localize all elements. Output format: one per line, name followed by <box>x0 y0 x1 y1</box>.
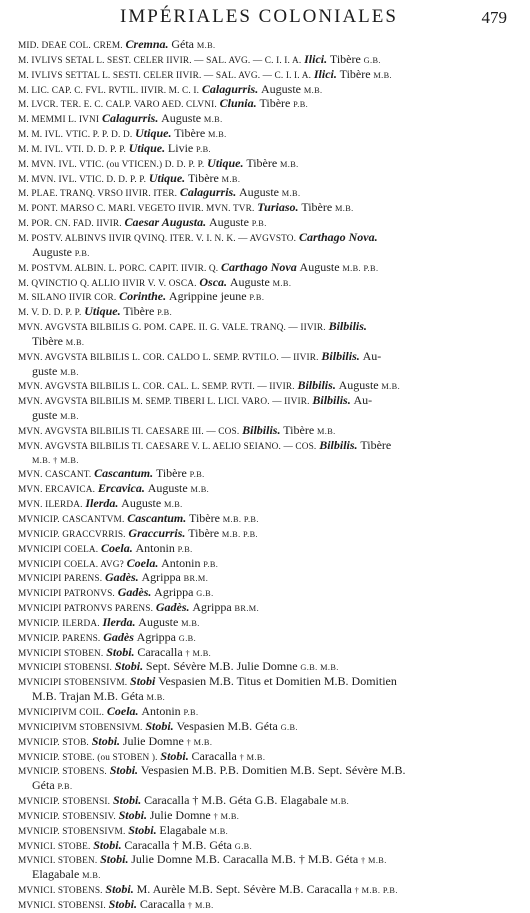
metal-size-text: † M.B. <box>213 811 240 821</box>
metal-size-text: † M.B. <box>239 752 266 762</box>
emperor-text: Antonin <box>161 556 201 570</box>
city-name: Carthago Nova <box>221 260 297 274</box>
legend-entry <box>18 216 518 231</box>
city-name: Bilbilis. <box>312 394 351 408</box>
inscription-text: MVN. CASCANT. <box>18 470 92 481</box>
metal-size-text: † M.B. <box>185 648 212 658</box>
emperor-text: Tibère <box>155 467 187 481</box>
legend-entry <box>18 675 518 690</box>
city-name: Carthago Nova. <box>298 230 378 244</box>
legend-entry <box>18 439 518 454</box>
emperor-text: guste <box>32 364 58 378</box>
inscription-text: MVNICIP. STOBE. (ou STOBEN ). <box>18 752 158 763</box>
city-name: Stobi. <box>100 853 129 867</box>
emperor-text: Caracalla † M.B. Géta <box>124 838 232 852</box>
legend-entry <box>18 231 518 246</box>
inscription-text: MVNICIP. CASCANTVM. <box>18 515 125 525</box>
emperor-text: Vespasien M.B. P.B. Domitien M.B. Sept. Sévère M.B. <box>140 764 406 778</box>
metal-size-text: M.B. <box>163 500 183 510</box>
emperor-text: Tibère <box>174 127 206 141</box>
city-name: Calagurris. <box>101 112 159 126</box>
city-name: Gadès. <box>105 571 139 585</box>
emperor-text: Elagabale <box>32 868 80 882</box>
legend-entry <box>18 883 518 898</box>
legend-entry <box>18 601 518 616</box>
legend-entry <box>18 764 518 779</box>
inscription-text: MVNICIPI PATRONVS. <box>18 589 115 600</box>
emperor-text: Tibère <box>189 512 220 525</box>
legend-entry <box>18 379 518 394</box>
inscription-text: MVNICIP. STOBENSIV. <box>18 811 116 822</box>
city-name: Ilerda. <box>85 497 119 511</box>
city-name: Utique. <box>207 156 244 170</box>
legend-entry <box>18 394 518 409</box>
emperor-text: Livie <box>167 141 194 155</box>
city-name: Bilbilis. <box>242 423 281 437</box>
emperor-text: Auguste <box>261 82 302 96</box>
inscription-text: M. POSTV. ALBINVS IIVIR QVINQ. ITER. V. I. N. K. — AVGVSTO. <box>18 233 297 244</box>
emperor-text: Vespasien M.B. Géta <box>176 719 278 733</box>
metal-size-text: M.B. <box>281 189 301 199</box>
legend-entry <box>18 557 518 572</box>
legend-entry <box>18 38 518 53</box>
legend-entry <box>18 512 518 527</box>
emperor-text: Sept. Sévère M.B. Julie Domne <box>145 660 298 674</box>
legend-entry <box>18 68 518 83</box>
legend-entry <box>18 157 518 172</box>
inscription-text: M. QVINCTIO Q. ALLIO IIVIR V. V. OSCA. <box>18 278 197 289</box>
city-name: Gadès. <box>117 586 152 600</box>
metal-size-text: P.B. <box>203 559 219 569</box>
inscription-text: MVNICIPI COELA. AVG? <box>18 559 124 570</box>
city-name: Stobi. <box>93 838 122 852</box>
inscription-text: M. M. IVL. VTI. D. D. P. P. <box>18 144 126 155</box>
metal-size-text: P.B. <box>196 144 212 154</box>
legend-entry <box>18 127 518 142</box>
metal-size-text: P.B. <box>189 470 205 480</box>
emperor-text: Agrippa <box>141 571 181 585</box>
entry-continuation <box>18 365 518 380</box>
metal-size-text: M.B. <box>280 159 299 169</box>
emperor-text: M.B. Trajan M.B. Géta <box>32 690 144 704</box>
emperor-text: Julie Domne <box>149 808 211 822</box>
city-name: Bilbilis. <box>321 349 360 363</box>
inscription-text: MVNICIP. STOBENSIVM. <box>18 826 126 837</box>
inscription-text: MVN. ILERDA. <box>18 500 83 511</box>
metal-size-text: † M.B. <box>361 856 387 866</box>
emperor-text: Agrippine jeune <box>168 290 247 304</box>
city-name: Cascantum. <box>94 467 154 481</box>
legend-entry <box>18 424 518 439</box>
metal-size-text: M.B. <box>335 204 354 214</box>
metal-size-text: P.B. <box>249 293 265 303</box>
inscription-text: M. MEMMI L. IVNI <box>18 115 100 126</box>
legend-entry <box>18 735 518 750</box>
emperor-text: Auguste <box>208 216 249 230</box>
legend-entry <box>18 320 518 335</box>
entry-continuation <box>18 690 518 705</box>
city-name: Stobi. <box>114 660 144 674</box>
metal-size-text: M.B. <box>373 70 393 80</box>
inscription-text: M. POR. CN. FAD. IIVIR. <box>18 219 122 230</box>
metal-size-text: G.B. <box>280 722 298 732</box>
metal-size-text: P.B. <box>293 100 309 110</box>
emperor-text: Géta <box>32 779 55 793</box>
city-name: Stobi. <box>160 749 189 763</box>
inscription-text: M. LVCR. TER. E. C. CALP. VARO AED. CLVNI. <box>18 100 217 111</box>
legend-entry <box>18 571 518 586</box>
emperor-text: guste <box>32 409 58 423</box>
metal-size-text: M.B. <box>221 174 241 184</box>
metal-size-text: M.B. <box>316 426 336 436</box>
emperor-text: Agrippa <box>192 601 232 615</box>
inscription-text: MVN. AVGVSTA BILBILIS L. COR. CALDO L. SEMP. RVTILO. — IIVIR. <box>18 352 319 363</box>
metal-size-text: M.B. <box>60 412 79 422</box>
city-name: Cascantum. <box>127 512 187 525</box>
emperor-text: Tibère <box>339 67 371 81</box>
emperor-text: Antonin <box>135 541 175 555</box>
metal-size-text: M.B. <box>272 278 292 288</box>
city-name: Ercavica. <box>97 482 145 496</box>
emperor-text: Vespasien M.B. Titus et Domitien M.B. Domitien <box>158 675 397 689</box>
legend-entry <box>18 616 518 631</box>
city-name: Bilbilis. <box>328 320 367 334</box>
city-name: Coela. <box>126 556 159 570</box>
metal-size-text: † M.B. <box>186 737 213 747</box>
emperor-text: Tibère <box>301 201 333 215</box>
metal-size-text: BR.M. <box>183 574 209 584</box>
inscription-text: MVNICI. STOBENS. <box>18 886 103 897</box>
emperor-text: Caracalla † M.B. Géta G.B. Elagabale <box>144 794 328 808</box>
legend-entry <box>18 97 518 112</box>
emperor-text: Au- <box>353 394 373 408</box>
inscription-text: MID. DEAE COL. CREM. <box>18 41 123 51</box>
legend-entry <box>18 261 518 276</box>
legend-entry <box>18 898 518 913</box>
legend-entry <box>18 809 518 824</box>
entry-continuation <box>18 246 518 261</box>
legend-entry <box>18 794 518 809</box>
emperor-text: Au- <box>362 349 382 363</box>
inscription-text: M. SILANO IIVIR COR. <box>18 293 117 304</box>
metal-size-text: M.B. <box>146 693 166 703</box>
emperor-text: Tibère <box>283 423 315 437</box>
inscription-text: MVN. ERCAVICA. <box>18 485 96 496</box>
legend-entry <box>18 631 518 646</box>
inscription-text: M. M. IVL. VTIC. P. P. D. D. <box>18 130 133 141</box>
city-name: Ilerda. <box>102 615 136 629</box>
city-name: Bilbilis. <box>297 379 336 393</box>
city-name: Stobi. <box>145 719 174 733</box>
emperor-text: Auguste <box>299 260 340 274</box>
emperor-text: Elagabale <box>159 823 207 837</box>
city-name: Coela. <box>101 541 133 555</box>
city-name: Utique. <box>128 141 166 155</box>
page-number: 479 <box>481 8 507 27</box>
legend-entry <box>18 497 518 512</box>
inscription-text: M. PLAE. TRANQ. VRSO IIVIR. ITER. <box>18 189 178 200</box>
city-name: Coela. <box>106 704 139 718</box>
inscription-text: MVN. AVGVSTA BILBILIS TI. CAESARE III. — COS. <box>18 426 240 437</box>
emperor-text: Auguste <box>138 615 179 629</box>
legend-entry <box>18 586 518 601</box>
metal-size-text: M.B. <box>207 130 227 140</box>
inscription-text: MVNICIP. ILERDA. <box>18 618 100 629</box>
city-name: Corinthe. <box>119 290 167 304</box>
entry-continuation <box>18 454 518 468</box>
inscription-text: MVNICIPIVM COIL. <box>18 707 105 718</box>
metal-size-text: M.B. <box>196 41 216 50</box>
emperor-text: Auguste <box>239 186 279 200</box>
city-name: Bilbilis. <box>319 438 358 452</box>
legend-entry <box>18 839 518 854</box>
metal-size-text: M.B. <box>60 367 79 377</box>
inscription-text: MVNICI. STOBEN. <box>18 856 98 867</box>
emperor-text: Julie Domne <box>122 734 184 748</box>
legend-entry <box>18 53 518 68</box>
metal-size-text: G.B. M.B. <box>300 663 339 673</box>
coin-legend-list <box>18 38 518 913</box>
inscription-text: M. PONT. MARSO C. MARI. VEGETO IIVIR. MVN. TVR. <box>18 204 255 215</box>
city-name: Utique. <box>84 305 121 319</box>
inscription-text: MVN. AVGVSTA BILBILIS G. POM. CAPE. II. G. VALE. TRANQ. — IIVIR. <box>18 323 326 334</box>
metal-size-text: M.B. <box>209 826 229 836</box>
emperor-text: Caracalla <box>137 645 183 659</box>
legend-entry <box>18 705 518 720</box>
metal-size-text: M.B. † M.B. <box>32 455 79 465</box>
inscription-text: MVNICIP. STOB. <box>18 737 89 748</box>
city-name: Stobi <box>130 675 156 689</box>
emperor-text: Tibère <box>188 526 220 540</box>
legend-entry <box>18 542 518 557</box>
city-name: Graccurris. <box>128 526 186 540</box>
emperor-text: Auguste <box>338 379 379 393</box>
legend-entry <box>18 276 518 291</box>
metal-size-text: † M.B. <box>187 900 214 910</box>
entry-continuation <box>18 335 518 350</box>
legend-entry <box>18 201 518 216</box>
metal-size-text: M.B. <box>203 115 223 125</box>
inscription-text: MVNICIPI PATRONVS PARENS. <box>18 604 154 615</box>
city-name: Utique. <box>135 127 172 141</box>
city-name: Stobi. <box>108 897 138 911</box>
metal-size-text: M.B. P.B. <box>222 515 259 524</box>
metal-size-text: G.B. <box>178 633 197 643</box>
emperor-text: Tibère <box>329 52 361 66</box>
metal-size-text: M.B. <box>381 382 401 392</box>
emperor-text: Auguste <box>32 245 72 259</box>
city-name: Utique. <box>148 171 186 185</box>
city-name: Cremna. <box>125 38 169 51</box>
page-header <box>0 6 530 34</box>
metal-size-text: G.B. <box>363 55 381 65</box>
legend-entry <box>18 720 518 735</box>
emperor-text: Caracalla <box>139 897 186 911</box>
inscription-text: MVNICIPI STOBEN. <box>18 648 104 659</box>
legend-entry <box>18 824 518 839</box>
emperor-text: Tibère <box>259 97 291 111</box>
metal-size-text: M.B. <box>181 618 200 628</box>
entry-continuation <box>18 779 518 794</box>
city-name: Stobi. <box>91 734 121 748</box>
emperor-text: Tibère <box>32 334 63 348</box>
inscription-text: MVNICIP. PARENS. <box>18 633 101 644</box>
legend-entry <box>18 112 518 127</box>
emperor-text: Agrippa <box>136 630 176 644</box>
inscription-text: MVNICI. STOBENSI. <box>18 900 106 911</box>
inscription-text: MVNICIP. STOBENS. <box>18 767 107 778</box>
metal-size-text: P.B. <box>183 707 199 717</box>
emperor-text: Tibère <box>187 171 219 185</box>
metal-size-text: M.B. <box>330 797 350 807</box>
city-name: Stobi. <box>118 808 147 822</box>
inscription-text: MVNICIP. GRACCVRRIS. <box>18 529 126 540</box>
metal-size-text: P.B. <box>157 308 173 318</box>
emperor-text: Caracalla <box>191 749 237 763</box>
metal-size-text: M.B. P.B. <box>221 529 259 539</box>
inscription-text: MVNICIPIVM STOBENSIVM. <box>18 722 143 733</box>
emperor-text: Tibère <box>123 305 155 319</box>
inscription-text: MVN. AVGVSTA BILBILIS TI. CAESARE V. L. AELIO SEIANO. — COS. <box>18 441 317 452</box>
legend-entry <box>18 83 518 98</box>
emperor-text: Géta <box>171 38 195 51</box>
inscription-text: MVNICI. STOBE. <box>18 841 91 852</box>
emperor-text: Auguste <box>121 497 162 511</box>
city-name: Calagurris. <box>179 186 237 200</box>
emperor-text: Auguste <box>147 482 188 496</box>
inscription-text: M. POSTVM. ALBIN. L. PORC. CAPIT. IIVIR. Q. <box>18 263 219 274</box>
city-name: Calagurris. <box>201 82 259 96</box>
emperor-text: Antonin <box>141 704 181 718</box>
city-name: Stobi. <box>109 764 139 778</box>
legend-entry <box>18 305 518 320</box>
city-name: Ilici. <box>313 67 337 81</box>
city-name: Stobi. <box>105 883 134 897</box>
inscription-text: MVN. AVGVSTA BILBILIS M. SEMP. TIBERI L. LICI. VARO. — IIVIR. <box>18 397 310 408</box>
legend-entry <box>18 172 518 187</box>
city-name: Stobi. <box>106 645 135 659</box>
inscription-text: M. IVLIVS SETAL L. SEST. CELER IIVIR. — SAL. AVG. — C. I. I. A. <box>18 55 302 66</box>
inscription-text: MVNICIPI STOBENSIVM. <box>18 678 128 689</box>
city-name: Stobi. <box>128 823 157 837</box>
inscription-text: MVNICIPI STOBENSI. <box>18 663 112 674</box>
inscription-text: MVNICIP. STOBENSI. <box>18 797 111 808</box>
emperor-text: Julie Domne M.B. Caracalla M.B. † M.B. Géta <box>131 853 359 867</box>
legend-entry <box>18 186 518 201</box>
legend-entry <box>18 142 518 157</box>
entry-continuation <box>18 409 518 424</box>
metal-size-text: G.B. <box>234 841 253 851</box>
inscription-text: M. MVN. IVL. VTIC. D. D. P. P. <box>18 174 147 185</box>
emperor-text: Tibère <box>360 438 392 452</box>
metal-size-text: P.B. <box>57 782 73 792</box>
city-name: Gadès <box>103 630 134 644</box>
emperor-text: M. Aurèle M.B. Sept. Sévère M.B. Caracalla <box>136 883 352 897</box>
inscription-text: M. V. D. D. P. P. <box>18 308 82 319</box>
metal-size-text: P.B. <box>74 248 90 258</box>
inscription-text: MVN. AVGVSTA BILBILIS L. COR. CAL. L. SEMP. RVTI. — IIVIR. <box>18 382 295 393</box>
legend-entry <box>18 290 518 305</box>
metal-size-text: † M.B. P.B. <box>354 886 398 896</box>
city-name: Osca. <box>199 275 228 289</box>
legend-entry <box>18 660 518 675</box>
legend-entry <box>18 750 518 765</box>
city-name: Clunia. <box>219 97 257 111</box>
metal-size-text: P.B. <box>177 544 193 554</box>
legend-entry <box>18 646 518 661</box>
legend-entry <box>18 350 518 365</box>
metal-size-text: P.B. <box>251 219 267 229</box>
metal-size-text: M.B. <box>303 85 323 95</box>
city-name: Caesar Augusta. <box>124 216 207 230</box>
emperor-text: Auguste <box>229 275 270 289</box>
metal-size-text: G.B. <box>196 589 214 599</box>
city-name: Ilici. <box>304 52 328 66</box>
city-name: Gadès. <box>155 601 190 615</box>
emperor-text: Tibère <box>246 156 278 170</box>
emperor-text: Agrippa <box>154 586 194 600</box>
legend-entry <box>18 853 518 868</box>
inscription-text: MVNICIPI PARENS. <box>18 574 103 585</box>
metal-size-text: M.B. <box>82 871 101 881</box>
inscription-text: M. LIC. CAP. C. FVL. RVTIL. IIVIR. M. C. I. <box>18 85 200 96</box>
city-name: Turiaso. <box>257 201 299 215</box>
running-title: IMPÉRIALES COLONIALES <box>120 6 398 27</box>
entry-continuation <box>18 868 518 883</box>
city-name: Stobi. <box>112 794 142 808</box>
inscription-text: MVNICIPI COELA. <box>18 544 99 555</box>
legend-entry <box>18 482 518 497</box>
legend-entry <box>18 467 518 482</box>
metal-size-text: M.B. <box>65 337 85 347</box>
metal-size-text: BR.M. <box>234 604 260 614</box>
metal-size-text: M.B. P.B. <box>342 263 379 273</box>
emperor-text: Auguste <box>161 112 202 126</box>
legend-entry <box>18 527 518 542</box>
metal-size-text: M.B. <box>190 485 210 495</box>
inscription-text: M. MVN. IVL. VTIC. (ou VTICEN.) D. D. P. P. <box>18 159 205 170</box>
inscription-text: M. IVLIVS SETTAL L. SESTI. CELER IIVIR. — SAL. AVG. — C. I. I. A. <box>18 70 312 81</box>
